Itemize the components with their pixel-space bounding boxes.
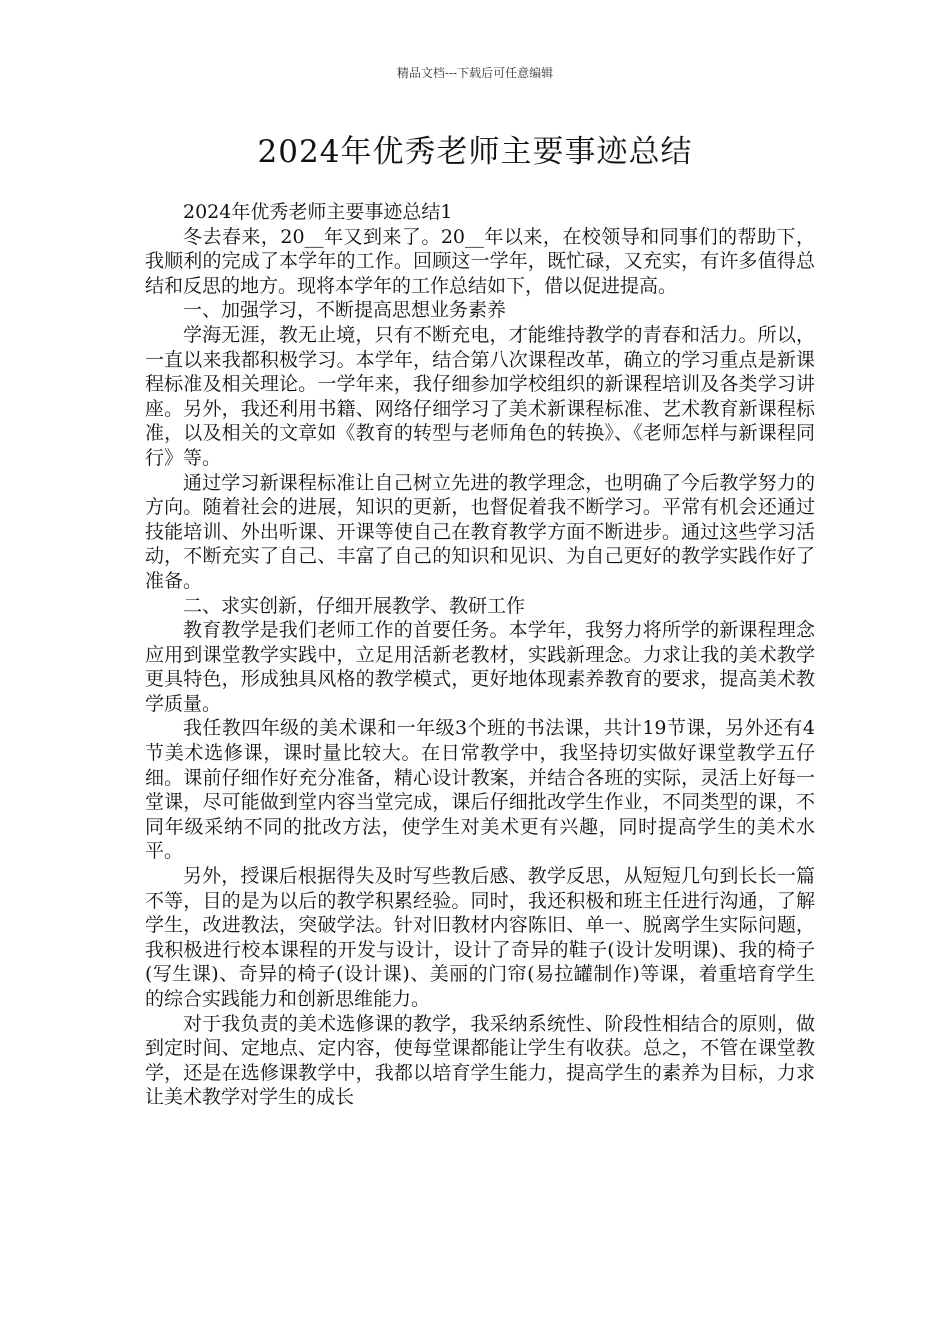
document-body <box>145 200 815 1110</box>
body-paragraph: 教育教学是我们老师工作的首要任务。本学年，我努力将所学的新课程理念应用到课堂教学实践中，立足用活新老教材，实践新理念。力求让我的美术教学更具特色，形成独具风格的教学模式，更好地体现素养教育的要求，提高美术教学质量。 <box>145 619 815 715</box>
body-paragraph: 我任教四年级的美术课和一年级3个班的书法课，共计19节课，另外还有4节美术选修课，课时量比较大。在日常教学中，我坚持切实做好课堂教学五仔细。课前仔细作好充分准备，精心设计教案，并结合各班的实际，灵活上好每一堂课，尽可能做到堂内容当堂完成，课后仔细批改学生作业，不同类型的课，不同年级采纳不同的批改方法，使学生对美术更有兴趣，同时提高学生的美术水平。 <box>145 717 815 863</box>
document-title: 2024年优秀老师主要事迹总结 <box>257 134 693 170</box>
body-paragraph: 通过学习新课程标准让自己树立先进的教学理念，也明确了今后教学努力的方向。随着社会的进展，知识的更新，也督促着我不断学习。平常有机会还通过技能培训、外出听课、开课等使自己在教育教学方面不断进步。通过这些学习活动，不断充实了自己、丰富了自己的知识和见识、为自己更好的教学实践作好了准备。 <box>145 471 815 592</box>
body-paragraph: 另外，授课后根据得失及时写些教后感、教学反思，从短短几句到长长一篇不等，目的是为以后的教学积累经验。同时，我还积极和班主任进行沟通，了解学生，改进教法，突破学法。针对旧教材内容陈旧、单一、脱离学生实际问题，我积极进行校本课程的开发与设计，设计了奇异的鞋子(设计发明课)、我的椅子(写生课)、奇异的椅子(设计课)、美丽的门帘(易拉罐制作)等课，着重培育学生的综合实践能力和创新思维能力。 <box>145 865 815 1010</box>
section-heading-2: 二、求实创新，仔细开展教学、教研工作 <box>183 594 526 617</box>
intro-paragraph: 冬去春来，20__年又到来了。20__年以来，在校领导和同事们的帮助下，我顺利的完成了本学年的工作。回顾这一学年，既忙碌，又充实，有许多值得总结和反思的地方。现将本学年的工作总结如下，借以促进提高。 <box>145 225 815 297</box>
body-paragraph: 对于我负责的美术选修课的教学，我采纳系统性、阶段性相结合的原则，做到定时间、定地点、定内容，使每堂课都能让学生有收获。总之，不管在课堂教学，还是在选修课教学中，我都以培育学生能力，提高学生的素养为目标，力求让美术教学对学生的成长 <box>145 1012 815 1109</box>
page-header-note: 精品文档---下载后可任意编辑 <box>396 66 554 80</box>
section-heading-1: 一、加强学习，不断提高思想业务素养 <box>183 299 507 322</box>
subtitle-paragraph: 2024年优秀老师主要事迹总结1 <box>183 201 453 223</box>
body-paragraph: 学海无涯，教无止境，只有不断充电，才能维持教学的青春和活力。所以，一直以来我都积极学习。本学年，结合第八次课程改革，确立的学习重点是新课程标准及相关理论。一学年来，我仔细参加学校组织的新课程培训及各类学习讲座。另外，我还利用书籍、网络仔细学习了美术新课程标准、艺术教育新课程标准，以及相关的文章如《教育的转型与老师角色的转换》、《老师怎样与新课程同行》等。 <box>145 323 815 469</box>
